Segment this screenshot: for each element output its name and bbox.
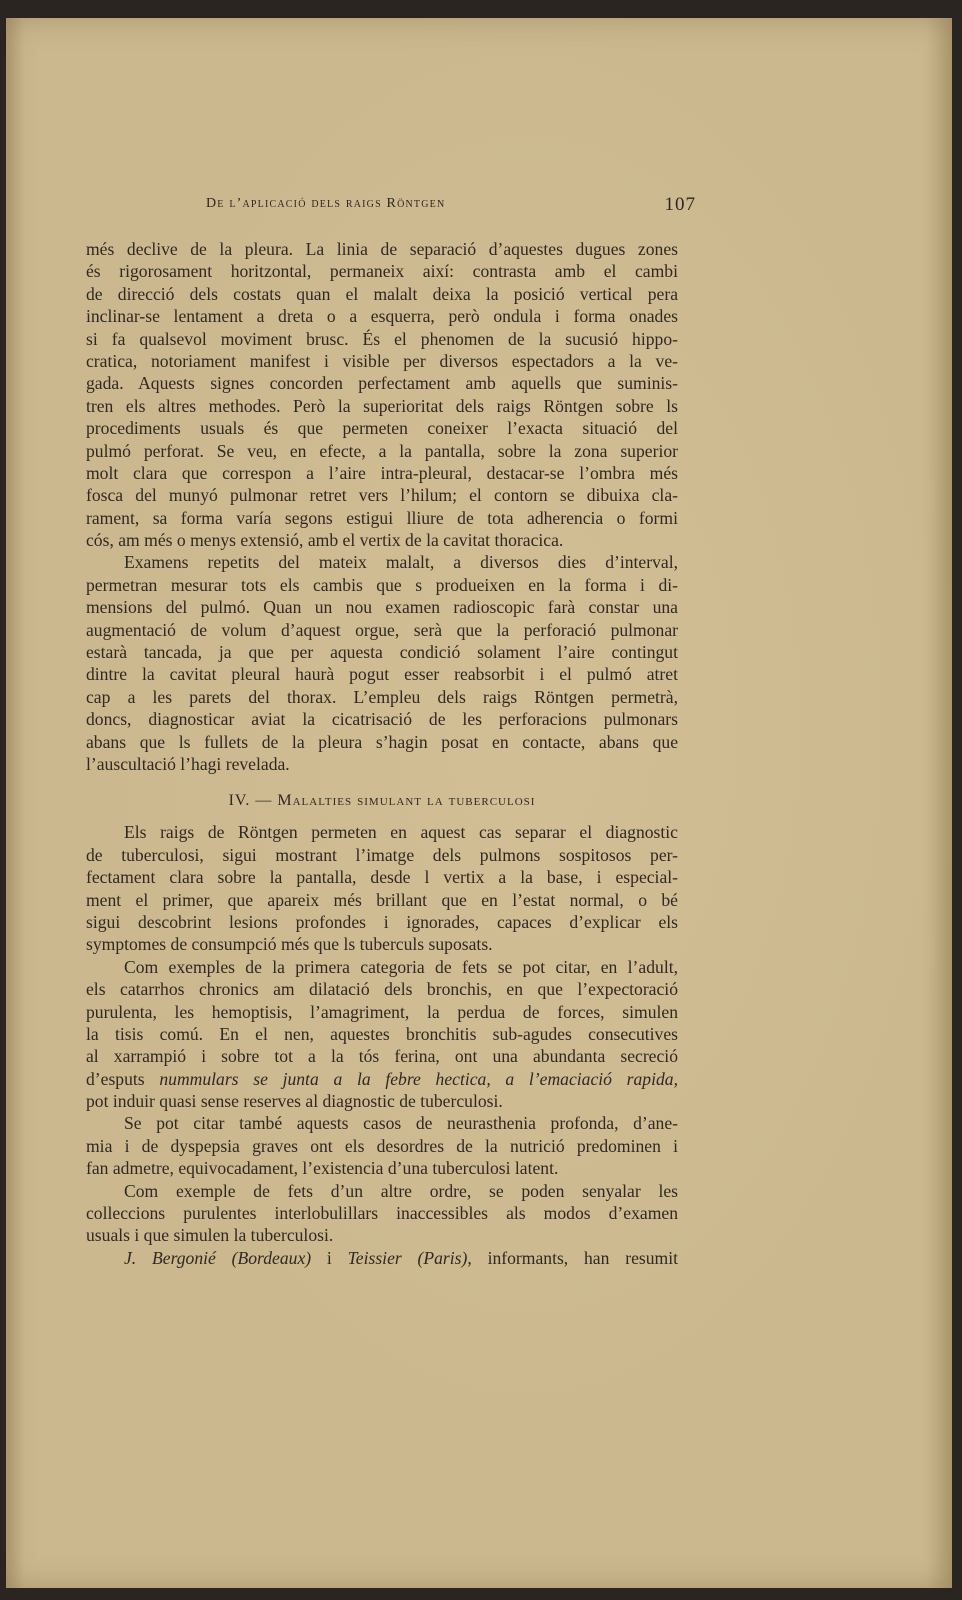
text-line: Els raigs de Röntgen permeten en aquest cas separar el diagnostic	[124, 822, 678, 843]
text-line: augmentació de volum d’aquest orgue, serà que la perforació pulmonar	[86, 619, 678, 640]
text-line: sigui descobrint lesions profondes i ignorades, capaces d’explicar els	[86, 911, 678, 932]
text-line: l’auscultació l’hagi revelada.	[86, 753, 290, 774]
running-title: De l’aplicació dels raigs Röntgen	[206, 196, 446, 211]
text-line: usuals i que simulen la tuberculosi.	[86, 1225, 334, 1246]
text-line: és rigorosament horitzontal, permaneix així: contrasta amb el cambi	[86, 261, 678, 282]
text-line: inclinar-se lentament a dreta o a esquerra, però ondula i forma onades	[86, 306, 678, 327]
paragraph	[86, 1180, 678, 1247]
text-line: abans que ls fullets de la pleura s’hagin posat en contacte, abans que	[86, 731, 678, 752]
text-line: la tisis comú. En el nen, aquestes bronchitis sub-agudes consecutives	[86, 1023, 678, 1044]
text-line: de direcció dels costats quan el malalt deixa la posició vertical pera	[86, 283, 678, 304]
text-line: ment el primer, que apareix més brillant que en l’estat normal, o bé	[86, 889, 678, 910]
text-line: de tuberculosi, sigui mostrant l’imatge dels pulmons sospitosos per-	[86, 844, 678, 865]
text-line: mia i de dyspepsia graves ont els desordres de la nutrició predominen i	[86, 1135, 678, 1156]
text-line: purulenta, les hemoptisis, l’amagriment, la perdua de forces, simulen	[86, 1001, 678, 1022]
text-line: gada. Aquests signes concorden perfectament amb aquells que suminis-	[86, 373, 678, 394]
text-line: cós, am més o menys extensió, amb el vertix de la cavitat thoracica.	[86, 530, 564, 551]
text-fragment: , informants, han resumit	[467, 1247, 678, 1268]
text-fragment: i	[311, 1247, 348, 1268]
text-line: colleccions purulentes interlobulillars inaccessibles als modos d’examen	[86, 1203, 678, 1224]
text-line: fan admetre, equivocadament, l’existencia d’una tuberculosi latent.	[86, 1158, 559, 1179]
text-line: els catarrhos chronics am dilatació dels bronchis, en que l’expectoració	[86, 979, 678, 1000]
text-line: Com exemple de fets d’un altre ordre, se poden senyalar les	[124, 1180, 678, 1201]
paragraph	[86, 1247, 678, 1269]
text-line: symptomes de consumpció més que ls tuberculs suposats.	[86, 934, 493, 955]
running-head	[206, 196, 696, 222]
text-line: dintre la cavitat pleural haurà pogut esser reabsorbit i el pulmó atret	[86, 664, 678, 685]
text-line: pulmó perforat. Se veu, en efecte, a la pantalla, sobre la zona superior	[86, 440, 678, 461]
text-line: permetran mesurar tots els cambis que s produeixen en la forma i di-	[86, 574, 678, 595]
paragraph	[86, 551, 678, 775]
body-text	[86, 238, 678, 1269]
book-page	[6, 18, 952, 1588]
text-fragment: d’esputs	[86, 1068, 160, 1089]
paragraph	[86, 1112, 678, 1179]
text-line: rament, sa forma varía segons estigui lliure de tota adherencia o formi	[86, 507, 678, 528]
text-line: si fa qualsevol moviment brusc. És el phenomen de la sucusió hippo-	[86, 328, 678, 349]
text-line: Examens repetits del mateix malalt, a diversos dies d’interval,	[124, 552, 678, 573]
text-line: cratica, notoriament manifest i visible per diversos espectadors a la ve-	[86, 350, 678, 371]
section-heading: IV. — Malalties simulant la tuberculosi	[228, 792, 536, 810]
author-name: J. Bergonié (Bordeaux)	[124, 1247, 312, 1268]
text-line: tren els altres methodes. Però la superioritat dels raigs Röntgen sobre ls	[86, 395, 678, 416]
text-line: procediments usuals és que permeten coneixer l’exacta situació del	[86, 418, 678, 439]
text-line: fosca del munyó pulmonar retret vers l’hilum; el contorn se dibuixa cla-	[86, 485, 678, 506]
text-line: més declive de la pleura. La linia de separació d’aquestes dugues zones	[86, 239, 678, 259]
text-line	[86, 1247, 678, 1269]
paragraph	[86, 821, 678, 955]
paragraph	[86, 956, 678, 1113]
text-line: Com exemples de la primera categoria de fets se pot citar, en l’adult,	[124, 956, 678, 977]
text-line: molt clara que correspon a l’aire intra-pleural, destacar-se l’ombra més	[86, 462, 678, 483]
text-line	[86, 1068, 678, 1090]
text-line: pot induir quasi sense reserves al diagnostic de tuberculosi.	[86, 1091, 503, 1112]
text-line: estarà tancada, ja que per aquesta condició solament l’aire contingut	[86, 642, 678, 663]
text-line: fectament clara sobre la pantalla, desde l vertix a la base, i especial-	[86, 867, 678, 888]
text-line: al xarrampió i sobre tot a la tós ferina, ont una abundanta secreció	[86, 1046, 678, 1067]
author-name: Teissier (Paris)	[347, 1247, 468, 1268]
page-number: 107	[664, 194, 696, 215]
italic-fragment: nummulars se junta a la febre hectica, a l’emaciació rapida,	[159, 1068, 678, 1089]
text-line: Se pot citar també aquests casos de neurasthenia profonda, d’ane-	[124, 1113, 678, 1134]
text-line: mensions del pulmó. Quan un nou examen radioscopic farà constar una	[86, 597, 678, 618]
text-line: doncs, diagnosticar aviat la cicatrisació de les perforacions pulmonars	[86, 709, 678, 730]
paragraph	[86, 238, 678, 551]
text-line: cap a les parets del thorax. L’empleu dels raigs Röntgen permetrà,	[86, 686, 678, 707]
